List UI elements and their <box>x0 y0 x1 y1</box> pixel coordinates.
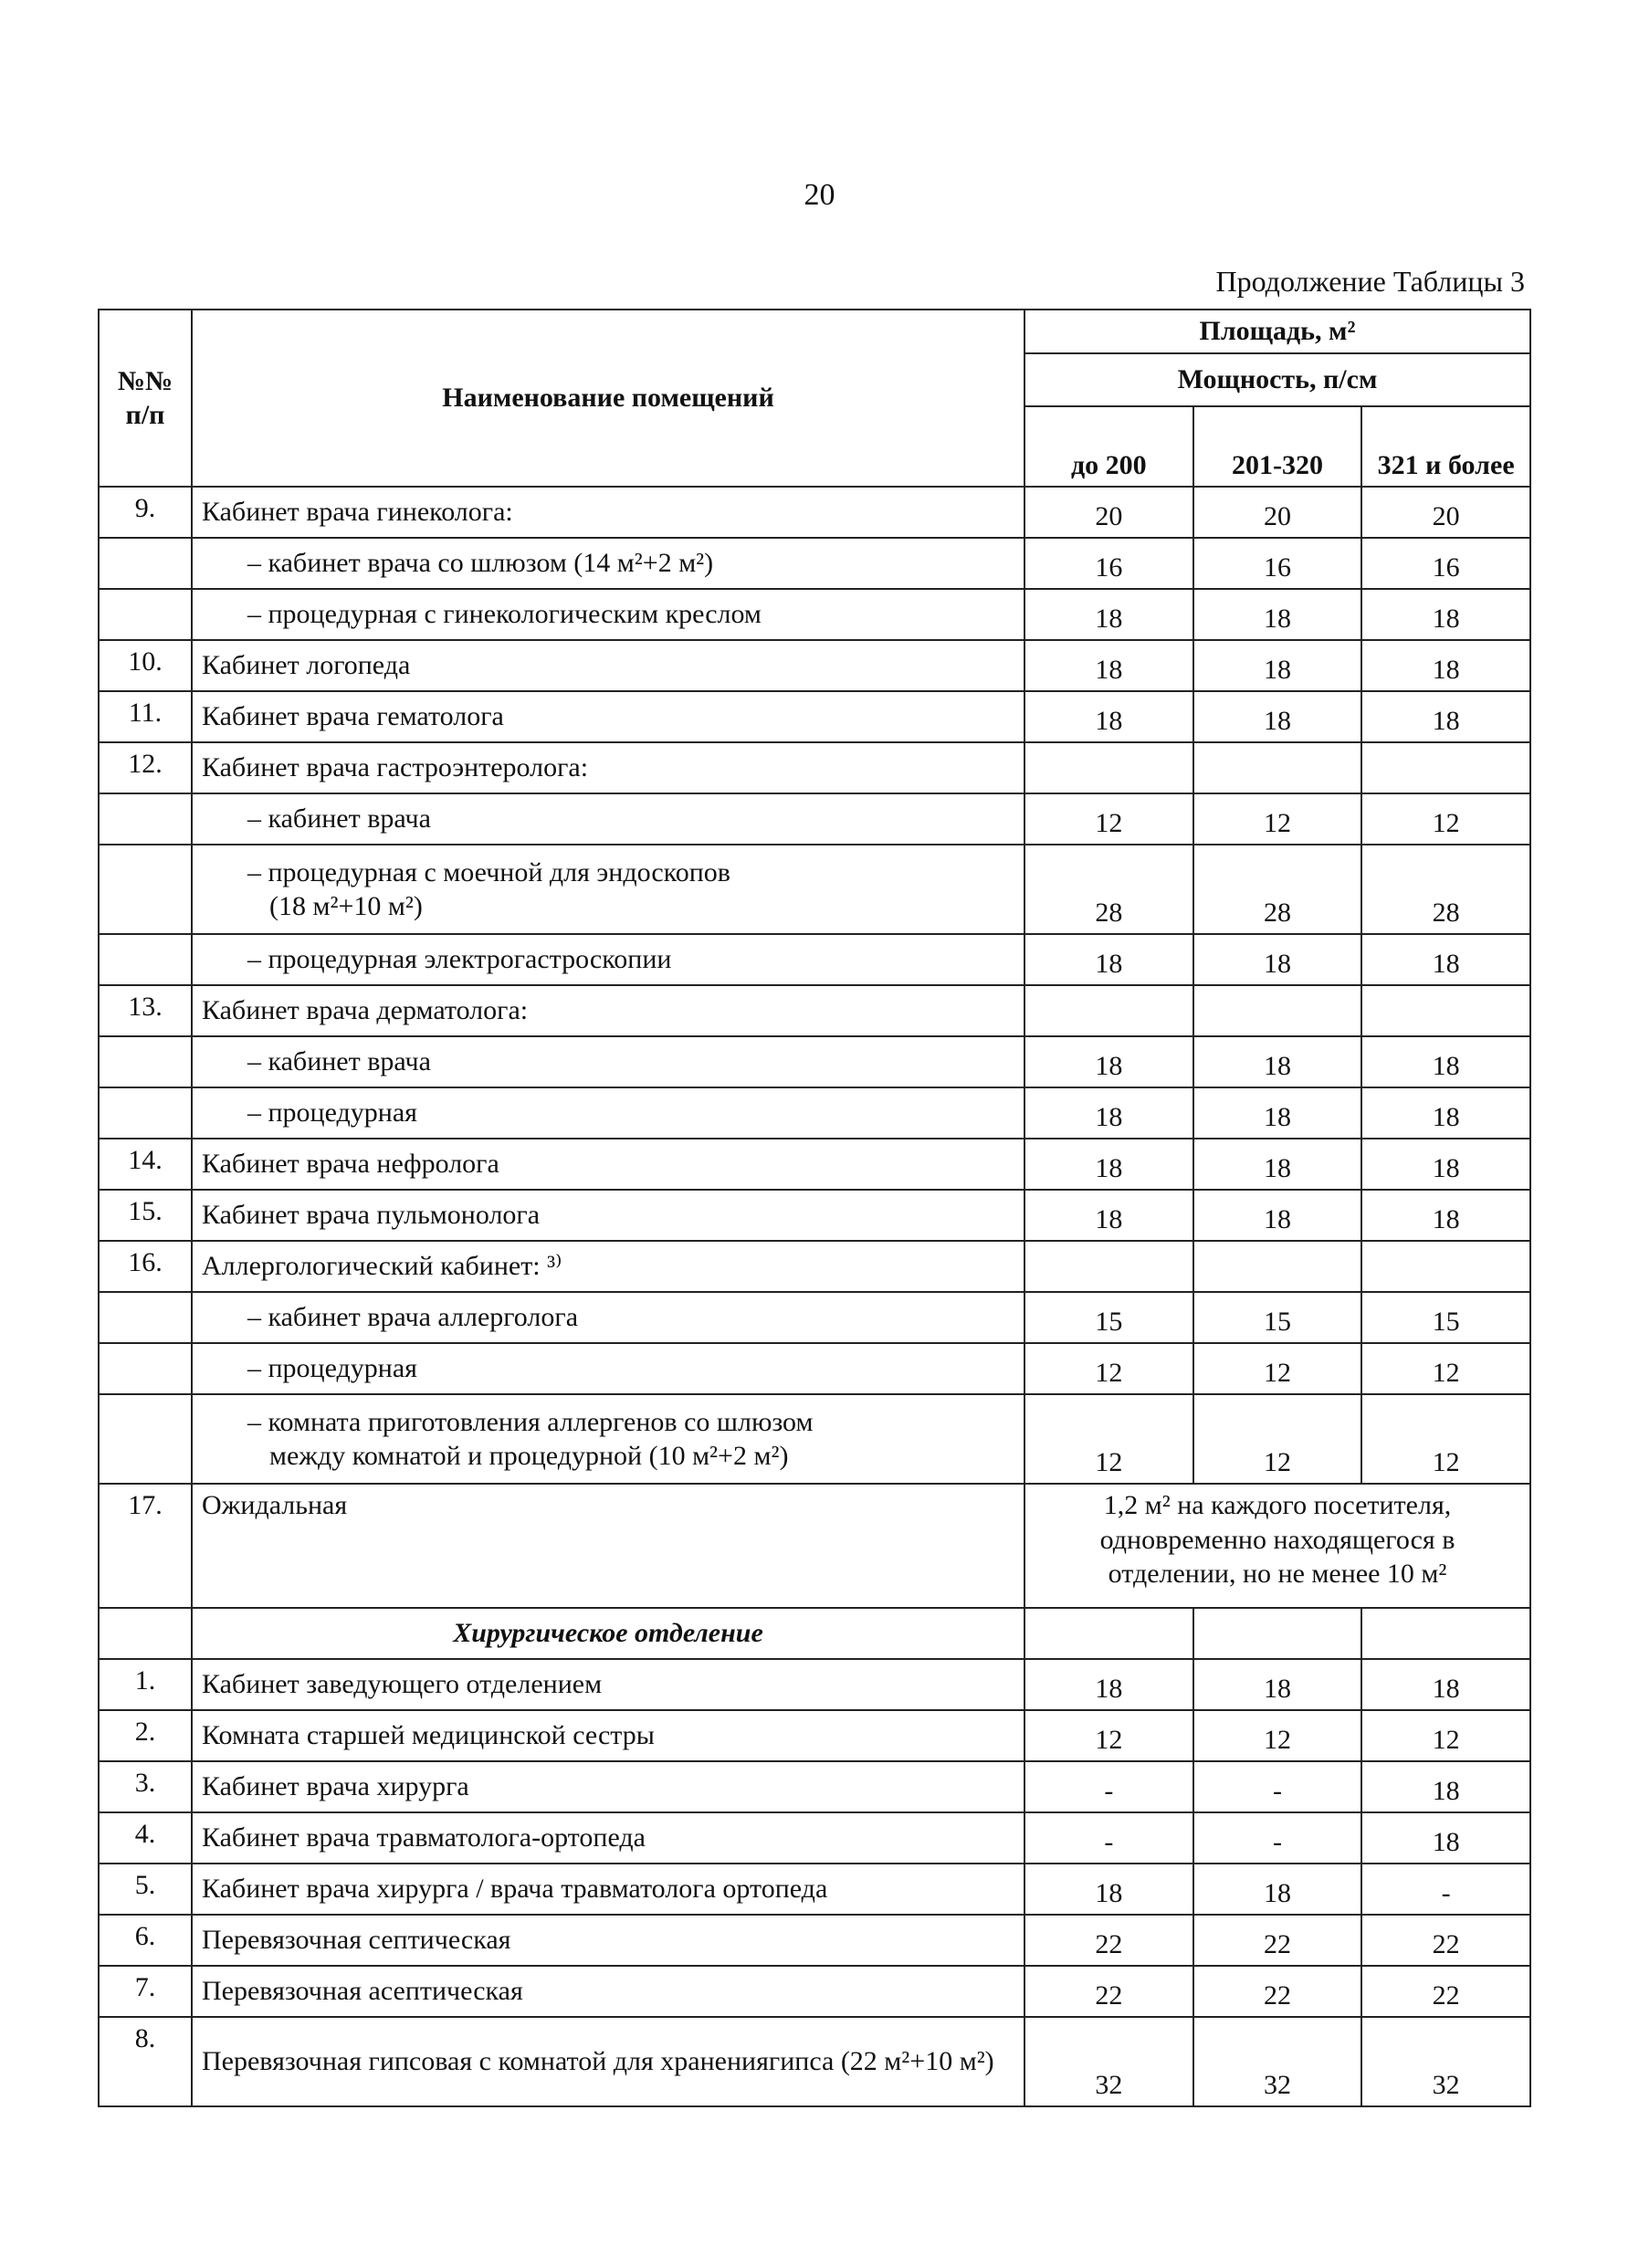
area-upto-200: 15 <box>1024 1292 1193 1343</box>
row-number <box>99 1343 192 1394</box>
area-321-plus: 12 <box>1361 1343 1530 1394</box>
area-upto-200: - <box>1024 1812 1193 1864</box>
room-name-line: Кабинет врача гастроэнтеролога: <box>202 752 589 783</box>
row-number <box>99 1394 192 1484</box>
row-number <box>99 845 192 934</box>
area-201-320: - <box>1193 1812 1362 1864</box>
row-number: 5. <box>99 1864 192 1915</box>
room-name-line: – процедурная с гинекологическим креслом <box>247 599 762 630</box>
area-upto-200: 18 <box>1024 1190 1193 1241</box>
room-name <box>192 2017 1024 2106</box>
room-name <box>192 1710 1024 1761</box>
room-name <box>192 1036 1024 1087</box>
room-name <box>192 1190 1024 1241</box>
table-row <box>99 1915 1530 1966</box>
row-number <box>99 1087 192 1139</box>
room-name <box>192 487 1024 538</box>
table-row <box>99 1036 1530 1087</box>
area-201-320 <box>1193 1241 1362 1292</box>
area-201-320: - <box>1193 1761 1362 1812</box>
row-number: 9. <box>99 487 192 538</box>
row-number: 4. <box>99 1812 192 1864</box>
table-row <box>99 934 1530 985</box>
table-row <box>99 1241 1530 1292</box>
area-upto-200: 18 <box>1024 1139 1193 1190</box>
area-321-plus <box>1361 1241 1530 1292</box>
area-201-320: 18 <box>1193 589 1362 640</box>
room-name <box>192 1864 1024 1915</box>
area-201-320: 18 <box>1193 640 1362 691</box>
table-continuation-label: Продолжение Таблицы 3 <box>1215 265 1525 298</box>
area-upto-200: 12 <box>1024 1710 1193 1761</box>
area-upto-200: 12 <box>1024 1394 1193 1484</box>
room-name-line: Комната старшей медицинской сестры <box>202 1720 655 1751</box>
section-row <box>99 1608 1530 1659</box>
room-name <box>192 985 1024 1036</box>
room-name-line: (18 м²+10 м²) <box>269 891 423 921</box>
area-upto-200: 18 <box>1024 589 1193 640</box>
table-row <box>99 1484 1530 1608</box>
area-201-320: 18 <box>1193 691 1362 742</box>
header-num: №№ п/п <box>99 310 192 487</box>
table-row <box>99 1139 1530 1190</box>
area-321-plus: 12 <box>1361 793 1530 845</box>
room-name-line: Перевязочная гипсовая с комнатой для хранения <box>202 2046 769 2077</box>
header-col-321-plus: 321 и более <box>1361 406 1530 487</box>
area-201-320: 18 <box>1193 1139 1362 1190</box>
area-201-320: 22 <box>1193 1915 1362 1966</box>
room-name-line: Кабинет врача гематолога <box>202 701 504 732</box>
area-upto-200: 18 <box>1024 691 1193 742</box>
room-name <box>192 1915 1024 1966</box>
section-empty-cell <box>1361 1608 1530 1659</box>
area-upto-200 <box>1024 985 1193 1036</box>
room-name-line: Кабинет врача пульмонолога <box>202 1200 541 1231</box>
table-row <box>99 1812 1530 1864</box>
area-upto-200: 12 <box>1024 793 1193 845</box>
area-321-plus: 15 <box>1361 1292 1530 1343</box>
area-321-plus: 18 <box>1361 691 1530 742</box>
area-321-plus <box>1361 742 1530 793</box>
table-row <box>99 589 1530 640</box>
area-321-plus: 12 <box>1361 1394 1530 1484</box>
room-name-line: – процедурная с моечной для эндоскопов <box>247 856 730 887</box>
area-201-320: 12 <box>1193 1343 1362 1394</box>
row-number: 3. <box>99 1761 192 1812</box>
row-number <box>99 934 192 985</box>
area-201-320: 16 <box>1193 538 1362 589</box>
area-321-plus: 22 <box>1361 1966 1530 2017</box>
table-row <box>99 1292 1530 1343</box>
row-number: 2. <box>99 1710 192 1761</box>
room-name <box>192 538 1024 589</box>
row-number <box>99 538 192 589</box>
room-name-line: – комната приготовления аллергенов со шлюзом <box>247 1406 814 1437</box>
room-name-line: Кабинет врача дерматолога: <box>202 995 529 1026</box>
row-number: 15. <box>99 1190 192 1241</box>
area-201-320: 32 <box>1193 2017 1362 2106</box>
room-name <box>192 1659 1024 1710</box>
area-321-plus: 18 <box>1361 1087 1530 1139</box>
area-201-320: 20 <box>1193 487 1362 538</box>
area-201-320: 18 <box>1193 934 1362 985</box>
row-number: 14. <box>99 1139 192 1190</box>
area-201-320 <box>1193 742 1362 793</box>
table-row <box>99 845 1530 934</box>
room-name <box>192 1241 1024 1292</box>
table-row <box>99 1087 1530 1139</box>
room-name <box>192 1394 1024 1484</box>
area-upto-200: 28 <box>1024 845 1193 934</box>
area-321-plus: 32 <box>1361 2017 1530 2106</box>
section-empty-num <box>99 1608 192 1659</box>
table-row <box>99 691 1530 742</box>
room-name <box>192 1761 1024 1812</box>
area-321-plus: 18 <box>1361 1761 1530 1812</box>
room-name <box>192 640 1024 691</box>
room-name <box>192 1812 1024 1864</box>
table-row <box>99 1710 1530 1761</box>
area-upto-200: 12 <box>1024 1343 1193 1394</box>
room-name <box>192 1343 1024 1394</box>
header-col-upto-200: до 200 <box>1024 406 1193 487</box>
table-row <box>99 487 1530 538</box>
room-name-line: Кабинет врача хирурга / врача травматолога ортопеда <box>202 1874 828 1905</box>
area-321-plus: 28 <box>1361 845 1530 934</box>
area-upto-200: 22 <box>1024 1966 1193 2017</box>
table-row <box>99 1343 1530 1394</box>
table-row <box>99 1966 1530 2017</box>
header-col-201-320: 201-320 <box>1193 406 1362 487</box>
area-upto-200: - <box>1024 1761 1193 1812</box>
room-name: Ожидальная <box>192 1484 1024 1608</box>
room-name-line: Аллергологический кабинет: ³⁾ <box>202 1251 562 1282</box>
area-201-320: 18 <box>1193 1036 1362 1087</box>
area-321-plus: - <box>1361 1864 1530 1915</box>
table-row <box>99 742 1530 793</box>
area-upto-200 <box>1024 742 1193 793</box>
room-name-line: Перевязочная септическая <box>202 1925 511 1956</box>
page-number: 20 <box>804 178 835 212</box>
area-321-plus: 18 <box>1361 640 1530 691</box>
row-number <box>99 589 192 640</box>
area-upto-200: 20 <box>1024 487 1193 538</box>
area-upto-200: 18 <box>1024 1036 1193 1087</box>
row-number: 1. <box>99 1659 192 1710</box>
area-321-plus: 22 <box>1361 1915 1530 1966</box>
table-row <box>99 985 1530 1036</box>
area-321-plus: 18 <box>1361 1036 1530 1087</box>
room-name <box>192 793 1024 845</box>
table-row <box>99 538 1530 589</box>
area-321-plus: 18 <box>1361 1139 1530 1190</box>
room-name-line: – кабинет врача <box>247 803 431 835</box>
area-201-320: 28 <box>1193 845 1362 934</box>
room-name <box>192 589 1024 640</box>
table-row <box>99 2017 1530 2106</box>
table-row <box>99 793 1530 845</box>
section-empty-cell <box>1193 1608 1362 1659</box>
area-upto-200: 18 <box>1024 1087 1193 1139</box>
area-upto-200: 32 <box>1024 2017 1193 2106</box>
area-upto-200 <box>1024 1241 1193 1292</box>
row-number: 7. <box>99 1966 192 2017</box>
row-number: 17. <box>99 1484 192 1608</box>
area-321-plus: 16 <box>1361 538 1530 589</box>
room-name-line: между комнатой и процедурной (10 м²+2 м²) <box>269 1441 789 1471</box>
room-name-line: Перевязочная асептическая <box>202 1976 523 2007</box>
area-upto-200: 18 <box>1024 1659 1193 1710</box>
row-number <box>99 1036 192 1087</box>
room-name <box>192 845 1024 934</box>
area-321-plus: 18 <box>1361 1812 1530 1864</box>
area-321-plus: 12 <box>1361 1710 1530 1761</box>
header-capacity: Мощность, п/см <box>1024 353 1530 406</box>
room-name-line: Кабинет врача гинеколога: <box>202 497 513 528</box>
area-201-320: 12 <box>1193 793 1362 845</box>
area-321-plus: 18 <box>1361 589 1530 640</box>
table-row <box>99 1394 1530 1484</box>
room-name <box>192 1139 1024 1190</box>
area-upto-200: 18 <box>1024 640 1193 691</box>
room-name-line: Кабинет врача хирурга <box>202 1771 469 1802</box>
table-row <box>99 1761 1530 1812</box>
area-321-plus: 20 <box>1361 487 1530 538</box>
area-upto-200: 22 <box>1024 1915 1193 1966</box>
area-upto-200: 16 <box>1024 538 1193 589</box>
room-name-line: гипса (22 м²+10 м²) <box>768 2046 994 2077</box>
room-name-line: – кабинет врача со шлюзом (14 м²+2 м²) <box>247 548 714 579</box>
room-name <box>192 1292 1024 1343</box>
room-name-line: – процедурная электрогастроскопии <box>247 944 672 975</box>
header-area: Площадь, м² <box>1024 310 1530 353</box>
table-row <box>99 1659 1530 1710</box>
waiting-area-note: 1,2 м² на каждого посетителя, одновременно находящегося в отделении, но не менее 10 м² <box>1024 1484 1530 1608</box>
row-number <box>99 1292 192 1343</box>
row-number: 11. <box>99 691 192 742</box>
area-201-320: 12 <box>1193 1394 1362 1484</box>
section-empty-cell <box>1024 1608 1193 1659</box>
rooms-area-table <box>98 309 1531 2107</box>
table-row <box>99 640 1530 691</box>
area-321-plus: 18 <box>1361 934 1530 985</box>
row-number: 16. <box>99 1241 192 1292</box>
table-row <box>99 1190 1530 1241</box>
room-name <box>192 934 1024 985</box>
table-row <box>99 1864 1530 1915</box>
table-body <box>99 487 1530 2106</box>
table-header <box>99 310 1530 487</box>
room-name-line: Кабинет заведующего отделением <box>202 1669 603 1700</box>
room-name <box>192 1966 1024 2017</box>
area-201-320: 12 <box>1193 1710 1362 1761</box>
room-name-line: – процедурная <box>247 1353 417 1384</box>
header-name: Наименование помещений <box>192 310 1024 487</box>
area-201-320: 18 <box>1193 1864 1362 1915</box>
area-upto-200: 18 <box>1024 934 1193 985</box>
row-number: 12. <box>99 742 192 793</box>
area-321-plus: 18 <box>1361 1190 1530 1241</box>
area-321-plus <box>1361 985 1530 1036</box>
row-number <box>99 793 192 845</box>
area-201-320: 18 <box>1193 1190 1362 1241</box>
room-name-line: – кабинет врача аллерголога <box>247 1302 579 1333</box>
area-201-320: 22 <box>1193 1966 1362 2017</box>
room-name-line: Кабинет врача травматолога-ортопеда <box>202 1822 646 1853</box>
area-201-320 <box>1193 985 1362 1036</box>
room-name-line: – кабинет врача <box>247 1046 431 1077</box>
room-name <box>192 742 1024 793</box>
area-201-320: 18 <box>1193 1087 1362 1139</box>
row-number: 13. <box>99 985 192 1036</box>
area-201-320: 15 <box>1193 1292 1362 1343</box>
room-name-line: Кабинет врача нефролога <box>202 1149 499 1180</box>
area-201-320: 18 <box>1193 1659 1362 1710</box>
section-title: Хирургическое отделение <box>192 1608 1024 1659</box>
row-number: 8. <box>99 2017 192 2106</box>
area-upto-200: 18 <box>1024 1864 1193 1915</box>
room-name <box>192 691 1024 742</box>
room-name-line: – процедурная <box>247 1097 417 1129</box>
row-number: 10. <box>99 640 192 691</box>
area-321-plus: 18 <box>1361 1659 1530 1710</box>
room-name-line: Кабинет логопеда <box>202 650 411 681</box>
row-number: 6. <box>99 1915 192 1966</box>
room-name <box>192 1087 1024 1139</box>
